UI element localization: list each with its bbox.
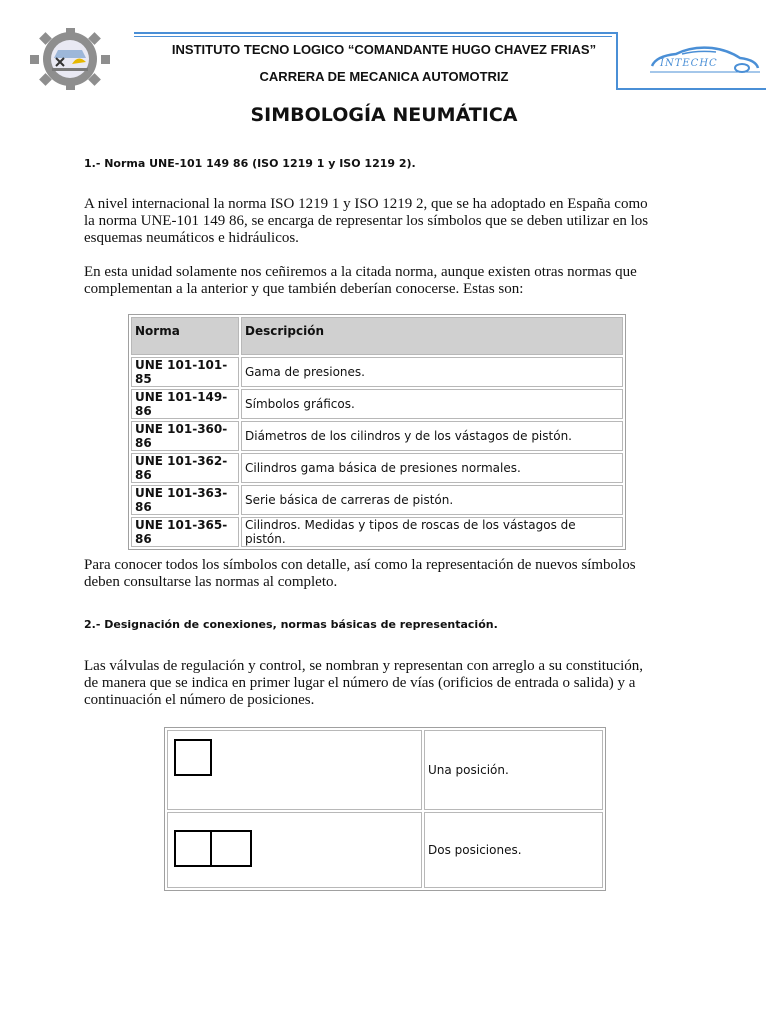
paragraph-4 <box>84 658 684 709</box>
norms-table-header-row <box>131 317 623 355</box>
table-row <box>167 730 603 810</box>
table-row <box>131 485 623 515</box>
paragraph-2-line: En esta unidad solamente nos ceñiremos a la citada norma, aunque existen otras normas que <box>84 264 637 280</box>
norm-description: Cilindros gama básica de presiones normales. <box>241 453 623 483</box>
document-title: SIMBOLOGÍA NEUMÁTICA <box>250 104 518 126</box>
paragraph-3-line: deben consultarse las normas al completo. <box>84 574 338 590</box>
norms-header-norma: Norma <box>131 317 239 355</box>
symbol-cell <box>167 812 422 888</box>
paragraph-1-line: esquemas neumáticos e hidráulicos. <box>84 230 299 246</box>
intechc-car-logo <box>646 44 764 78</box>
paragraph-3 <box>84 557 684 591</box>
section-2-heading: 2.- Designación de conexiones, normas básicas de representación. <box>84 618 498 631</box>
table-row <box>131 453 623 483</box>
norm-description: Símbolos gráficos. <box>241 389 623 419</box>
norm-code: UNE 101-360-86 <box>131 421 239 451</box>
norm-code: UNE 101-365-86 <box>131 517 239 547</box>
norm-code: UNE 101-362-86 <box>131 453 239 483</box>
paragraph-1 <box>84 196 684 247</box>
intechc-logo-text: INTECHC <box>660 58 718 69</box>
symbol-cell <box>167 730 422 810</box>
paragraph-2-line: complementan a la anterior y que también deberían conocerse. Estas son: <box>84 281 524 297</box>
table-row <box>131 389 623 419</box>
norm-code: UNE 101-149-86 <box>131 389 239 419</box>
paragraph-2 <box>84 264 684 298</box>
norm-code: UNE 101-101-85 <box>131 357 239 387</box>
norm-description: Serie básica de carreras de pistón. <box>241 485 623 515</box>
position-label: Una posición. <box>424 730 603 810</box>
norm-code: UNE 101-363-86 <box>131 485 239 515</box>
positions-table <box>164 727 606 891</box>
norms-table <box>128 314 626 550</box>
table-row <box>167 812 603 888</box>
header-bottom-line <box>616 88 766 90</box>
position-square <box>174 830 212 867</box>
paragraph-4-line: Las válvulas de regulación y control, se nombran y representan con arreglo a su constitución, <box>84 658 643 674</box>
header-top-line-inner <box>134 36 612 37</box>
paragraph-1-line: A nivel internacional la norma ISO 1219 1 y ISO 1219 2, que se ha adoptado en España como <box>84 196 648 212</box>
paragraph-4-line: de manera que se indica en primer lugar el número de vías (orificios de entrada o salida) y a <box>84 675 636 691</box>
paragraph-3-line: Para conocer todos los símbolos con detalle, así como la representación de nuevos símbolos <box>84 557 636 573</box>
header-top-line <box>134 32 616 34</box>
norms-header-descripcion: Descripción <box>241 317 623 355</box>
section-1-heading: 1.- Norma UNE-101 149 86 (ISO 1219 1 y ISO 1219 2). <box>84 157 416 170</box>
table-row <box>131 517 623 547</box>
career-name: CARRERA DE MECANICA AUTOMOTRIZ <box>259 69 509 84</box>
paragraph-4-line: continuación el número de posiciones. <box>84 692 315 708</box>
norm-description: Cilindros. Medidas y tipos de roscas de los vástagos de pistón. <box>241 517 623 547</box>
table-row <box>131 357 623 387</box>
two-position-squares-symbol <box>174 830 252 867</box>
position-square <box>212 830 252 867</box>
institute-name: INSTITUTO TECNO LOGICO “COMANDANTE HUGO CHAVEZ FRIAS” <box>171 42 597 57</box>
position-label: Dos posiciones. <box>424 812 603 888</box>
one-position-square-symbol <box>174 739 212 776</box>
norm-description: Gama de presiones. <box>241 357 623 387</box>
institute-logo <box>30 28 110 90</box>
paragraph-1-line: la norma UNE-101 149 86, se encarga de representar los símbolos que se deben utilizar en los <box>84 213 649 229</box>
norm-description: Diámetros de los cilindros y de los vástagos de pistón. <box>241 421 623 451</box>
table-row <box>131 421 623 451</box>
